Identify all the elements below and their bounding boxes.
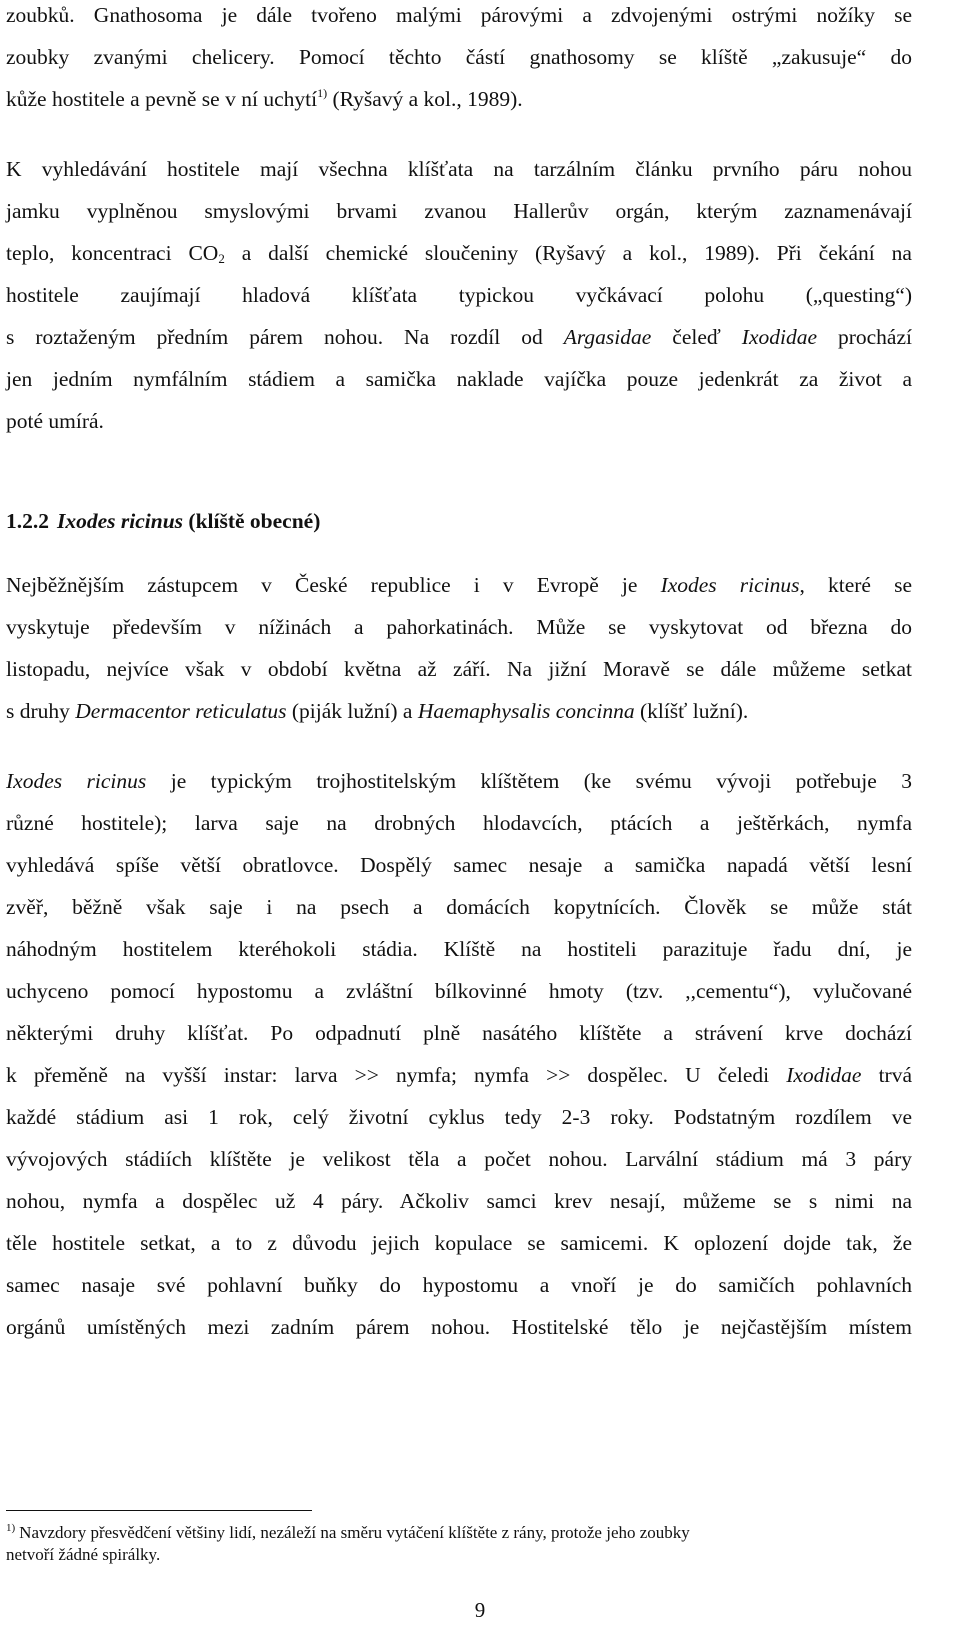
paragraph-line [6, 322, 912, 352]
paragraph-line [6, 696, 912, 726]
paragraph-line [6, 84, 912, 114]
text-run: zoubky zvanými chelicery. Pomocí těchto částí gnathosomy se klíště „zakusuje“ do [6, 45, 912, 69]
italic-term: Ixodes ricinus [660, 573, 800, 597]
footnote-line [6, 1544, 160, 1566]
paragraph-line [6, 766, 912, 796]
paragraph-line [6, 1144, 912, 1174]
footnote-text: netvoří žádné spirálky. [6, 1545, 161, 1564]
italic-term: Argasidae [563, 325, 652, 349]
section-title-italic: Ixodes ricinus [57, 509, 184, 533]
italic-term: Haemaphysalis concinna [417, 699, 635, 723]
section-number: 1.2.2 [6, 509, 49, 533]
text-run: vyhledává spíše větší obratlovce. Dospělý samec nesaje a samička napadá větší lesní [6, 853, 912, 877]
footnote-reference[interactable]: 1) [317, 86, 328, 100]
text-run: vyskytuje především v nížinách a pahorkatinách. Může se vyskytovat od března do [6, 615, 912, 639]
page-number: 9 [474, 1598, 486, 1622]
text-run: teplo, koncentraci CO [6, 241, 219, 265]
paragraph-line [6, 1270, 912, 1300]
paragraph-line [6, 364, 912, 394]
footnote-text: Navzdory přesvědčení většiny lidí, nezáleží na směru vytáčení klíštěte z rány, protože jeho zoubky [19, 1523, 690, 1542]
text-run: (klíšť lužní). [634, 699, 749, 723]
text-run: každé stádium asi 1 rok, celý životní cyklus tedy 2-3 roky. Podstatným rozdílem ve [6, 1105, 912, 1129]
paragraph-line [6, 196, 912, 226]
paragraph-line [6, 1102, 912, 1132]
paragraph-line [6, 1060, 912, 1090]
text-run: nohou, nymfa a dospělec už 4 páry. Ačkoliv samci krev nesají, můžeme se s nimi na [6, 1189, 912, 1213]
text-run: a další chemické sloučeniny (Ryšavý a kol., 1989). Při čekání na [224, 241, 912, 265]
text-run: trvá [861, 1063, 912, 1087]
text-run: různé hostitele); larva saje na drobných hlodavcích, ptácích a ještěrkách, nymfa [6, 811, 912, 835]
text-run: jen jedním nymfálním stádiem a samička naklade vajíčka pouze jedenkrát za život a [6, 367, 912, 391]
paragraph-line [6, 42, 912, 72]
italic-term: Dermacentor reticulatus [75, 699, 287, 723]
text-run: , které se [799, 573, 912, 597]
italic-term: Ixodidae [786, 1063, 862, 1087]
text-run: náhodným hostitelem kteréhokoli stádia. Klíště na hostiteli parazituje řadu dní, je [6, 937, 912, 961]
paragraph-line [6, 570, 912, 600]
paragraph-line [6, 154, 912, 184]
section-heading [6, 506, 320, 536]
paragraph-line [6, 892, 912, 922]
text-run: čeleď [651, 325, 742, 349]
paragraph-line [6, 1228, 912, 1258]
paragraph-line [6, 612, 912, 642]
text-run: jamku vyplněnou smyslovými brvami zvanou Hallerův orgán, kterým zaznamenávají [6, 199, 912, 223]
text-run: k přeměně na vyšší instar: larva >> nymfa; nymfa >> dospělec. U čeledi [6, 1063, 787, 1087]
paragraph-line [6, 1018, 912, 1048]
text-run: uchyceno pomocí hypostomu a zvláštní bílkovinné hmoty (tzv. ,,cementu“), vylučované [6, 979, 912, 1003]
subscript: 2 [218, 251, 225, 266]
footnote-marker: 1) [6, 1522, 16, 1534]
text-run: některými druhy klíšťat. Po odpadnutí plně nasátého klíštěte a strávení krve dochází [6, 1021, 912, 1045]
text-run: je typickým trojhostitelským klíštětem (ke svému vývoji potřebuje 3 [146, 769, 912, 793]
text-run: těle hostitele setkat, a to z důvodu jejich kopulace se samicemi. K oplození dojde tak, že [6, 1231, 912, 1255]
text-run: poté umírá. [6, 409, 104, 433]
text-run: listopadu, nejvíce však v období května až září. Na jižní Moravě se dále můžeme setkat [6, 657, 912, 681]
paragraph-line [6, 406, 912, 436]
footnote-line [6, 1522, 690, 1544]
paragraph-line [6, 850, 912, 880]
footnote-separator [6, 1510, 312, 1511]
text-run: K vyhledávání hostitele mají všechna klíšťata na tarzálním článku prvního páru nohou [6, 157, 912, 181]
text-run: s roztaženým předním párem nohou. Na rozdíl od [6, 325, 564, 349]
text-run: hostitele zaujímají hladová klíšťata typickou vyčkávací polohu („questing“) [6, 283, 912, 307]
paragraph-line [6, 280, 912, 310]
text-run: (Ryšavý a kol., 1989). [327, 87, 523, 111]
text-run: kůže hostitele a pevně se v ní uchytí [6, 87, 318, 111]
paragraph-line [6, 1186, 912, 1216]
text-run: prochází [817, 325, 912, 349]
text-run: samec nasaje své pohlavní buňky do hypostomu a vnoří je do samičích pohlavních [6, 1273, 912, 1297]
paragraph-line [6, 934, 912, 964]
italic-term: Ixodes ricinus [6, 769, 147, 793]
paragraph-line [6, 654, 912, 684]
paragraph-line [6, 976, 912, 1006]
text-run: Nejběžnějším zástupcem v České republice i v Evropě je [6, 573, 661, 597]
paragraph-line [6, 238, 912, 268]
text-run: s druhy [6, 699, 76, 723]
text-run: orgánů umístěných mezi zadním párem nohou. Hostitelské tělo je nejčastějším místem [6, 1315, 912, 1339]
text-run: zoubků. Gnathosoma je dále tvořeno malými párovými a zdvojenými ostrými nožíky se [6, 3, 912, 27]
paragraph-line [6, 1312, 912, 1342]
italic-term: Ixodidae [741, 325, 817, 349]
paragraph-line [6, 808, 912, 838]
text-run: zvěř, běžně však saje i na psech a domácích kopytnících. Člověk se může stát [6, 895, 912, 919]
paragraph-line [6, 0, 912, 30]
text-run: vývojových stádiích klíštěte je velikost těla a počet nohou. Larvální stádium má 3 páry [6, 1147, 912, 1171]
section-title-rest: (klíště obecné) [183, 509, 321, 533]
text-run: (piják lužní) a [286, 699, 418, 723]
